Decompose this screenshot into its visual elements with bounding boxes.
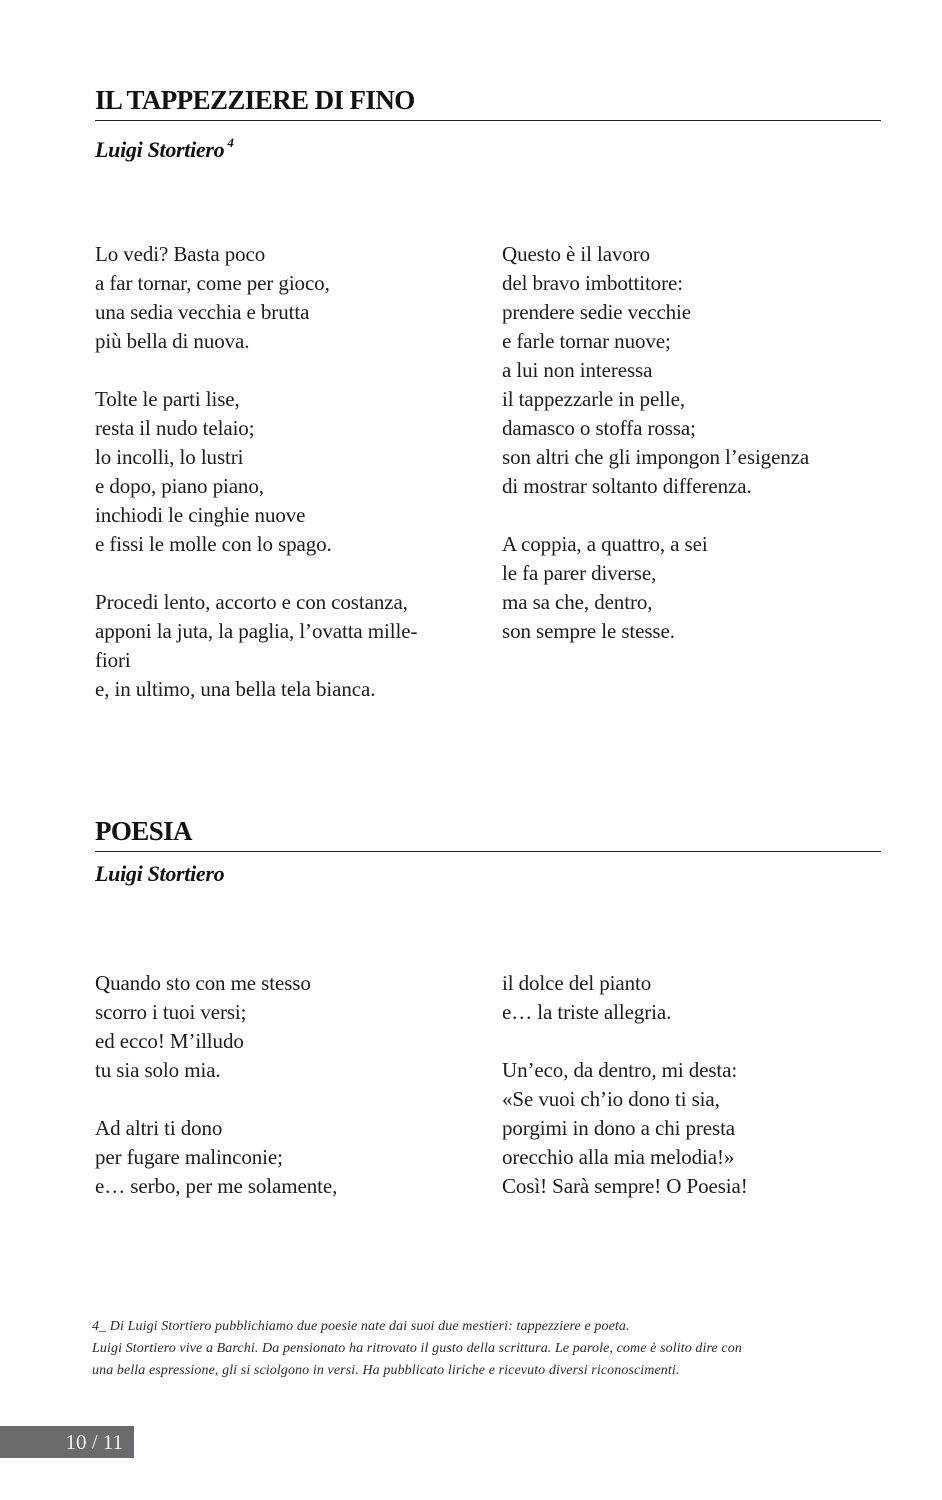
verse-line: resta il nudo telaio; xyxy=(95,416,255,440)
poem-author: Luigi Stortiero xyxy=(95,861,225,886)
verse-line: son altri che gli impongon l’esigenza xyxy=(502,445,810,469)
verse-line: e dopo, piano piano, xyxy=(95,474,264,498)
verse-line: porgimi in dono a chi presta xyxy=(502,1116,736,1140)
verse-line: più bella di nuova. xyxy=(95,329,250,353)
verse-line: e, in ultimo, una bella tela bianca. xyxy=(95,677,376,701)
verse-line: damasco o stoffa rossa; xyxy=(502,416,696,440)
verse-line: Quando sto con me stesso xyxy=(95,971,311,995)
stanza xyxy=(95,385,485,559)
verse-line: Un’eco, da dentro, mi desta: xyxy=(502,1058,738,1082)
verse-line: di mostrar soltanto differenza. xyxy=(502,474,752,498)
verse-line: il tappezzarle in pelle, xyxy=(502,387,686,411)
stanza xyxy=(95,588,485,704)
poem-column-right xyxy=(502,240,892,675)
verse-line: prendere sedie vecchie xyxy=(502,300,692,324)
verse-line: per fugare malinconie; xyxy=(95,1145,283,1169)
verse-line: le fa parer diverse, xyxy=(502,561,657,585)
stanza xyxy=(95,1114,485,1201)
footnote-line: Luigi Stortiero vive a Barchi. Da pensionato ha ritrovato il gusto della scrittura. Le parole, come è solito dire con xyxy=(92,1341,742,1356)
verse-line: fiori xyxy=(95,648,131,672)
title-rule-divider xyxy=(95,120,881,121)
verse-line: A coppia, a quattro, a sei xyxy=(502,532,708,556)
verse-line: a lui non interessa xyxy=(502,358,653,382)
stanza xyxy=(95,240,485,356)
verse-line: «Se vuoi ch’io dono ti sia, xyxy=(502,1087,720,1111)
stanza xyxy=(502,530,892,646)
verse-line: Questo è il lavoro xyxy=(502,242,651,266)
verse-line: Così! Sarà sempre! O Poesia! xyxy=(502,1174,748,1198)
verse-line: inchiodi le cinghie nuove xyxy=(95,503,306,527)
poem-1-header xyxy=(95,84,881,164)
stanza xyxy=(502,969,892,1027)
verse-line: Ad altri ti dono xyxy=(95,1116,223,1140)
verse-line: del bravo imbottitore: xyxy=(502,271,683,295)
verse-line: e… la triste allegria. xyxy=(502,1000,672,1024)
verse-line: e farle tornar nuove; xyxy=(502,329,671,353)
verse-line: ed ecco! M’illudo xyxy=(95,1029,244,1053)
verse-line: e… serbo, per me solamente, xyxy=(95,1174,338,1198)
verse-line: tu sia solo mia. xyxy=(95,1058,221,1082)
footnote-reference: 4 xyxy=(227,135,234,150)
verse-line: scorro i tuoi versi; xyxy=(95,1000,247,1024)
poem-author xyxy=(95,129,881,164)
author-name: Luigi Stortiero xyxy=(95,137,225,162)
verse-line: ma sa che, dentro, xyxy=(502,590,653,614)
verse-line: Procedi lento, accorto e con costanza, xyxy=(95,590,408,614)
footnote xyxy=(92,1316,892,1382)
poem-2-header xyxy=(95,815,881,888)
verse-line: Lo vedi? Basta poco xyxy=(95,242,266,266)
poem-title: IL TAPPEZZIERE DI FINO xyxy=(95,85,415,115)
verse-line: e fissi le molle con lo spago. xyxy=(95,532,332,556)
poem-title: POESIA xyxy=(95,816,192,846)
stanza xyxy=(95,969,485,1085)
verse-line: apponi la juta, la paglia, l’ovatta mille- xyxy=(95,619,418,643)
footnote-line: una bella espressione, gli si sciolgono in versi. Ha pubblicato liriche e ricevuto diversi riconoscimenti. xyxy=(92,1363,680,1378)
stanza xyxy=(502,240,892,501)
verse-line: il dolce del pianto xyxy=(502,971,652,995)
poem-column-left xyxy=(95,240,485,733)
page-number-badge: 10 / 11 xyxy=(0,1426,134,1458)
poem-column-left xyxy=(95,969,485,1230)
verse-line: Tolte le parti lise, xyxy=(95,387,240,411)
poem-column-right xyxy=(502,969,892,1230)
verse-line: son sempre le stesse. xyxy=(502,619,675,643)
title-rule-divider xyxy=(95,851,881,852)
verse-line: lo incolli, lo lustri xyxy=(95,445,244,469)
verse-line: a far tornar, come per gioco, xyxy=(95,271,330,295)
footnote-line: 4_ Di Luigi Stortiero pubblichiamo due poesie nate dai suoi due mestieri: tappezziere e poeta. xyxy=(92,1319,630,1334)
verse-line: orecchio alla mia melodia!» xyxy=(502,1145,735,1169)
verse-line: una sedia vecchia e brutta xyxy=(95,300,310,324)
stanza xyxy=(502,1056,892,1201)
